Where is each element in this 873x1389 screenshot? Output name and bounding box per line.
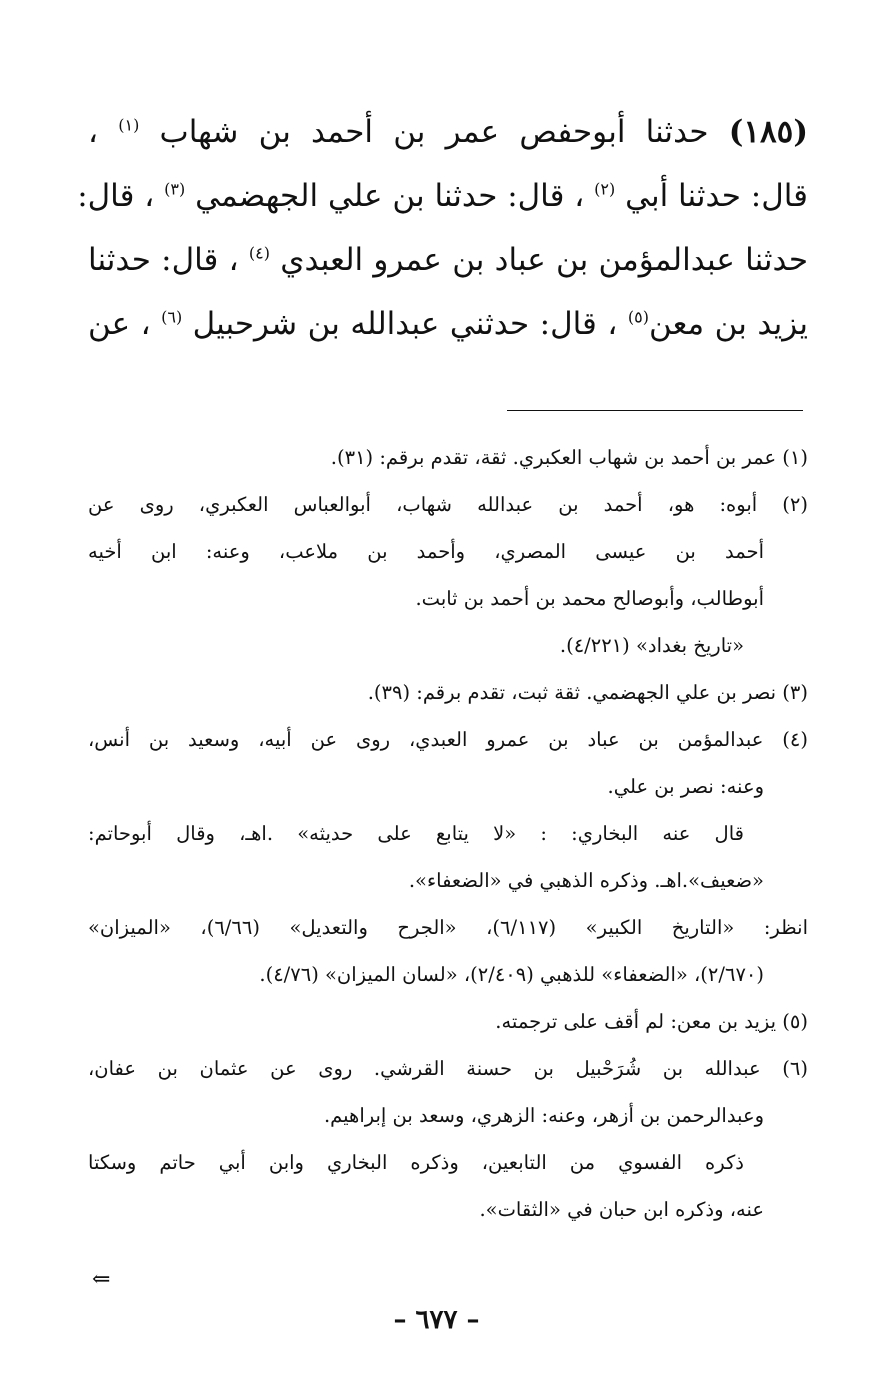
footnote-separator [507, 410, 803, 411]
footnote-ref: (٥) [627, 307, 649, 327]
footnote-line: (٣) نصر بن علي الجهضمي. ثقة ثبت، تقدم برقم: (٣٩). [367, 681, 808, 704]
footnotes [88, 434, 808, 1233]
footnote-ref: (٣) [164, 179, 186, 199]
footnote-ref: (٢) [594, 179, 616, 199]
footnote-line: وعبدالرحمن بن أزهر، وعنه: الزهري، وسعد بن إبراهيم. [323, 1104, 764, 1127]
footnote-line: (٤) عبدالمؤمن بن عباد بن عمرو العبدي، روى عن أبيه، وسعيد بن أنس، [88, 728, 808, 751]
continuation-arrow-icon: ⇐ [92, 1267, 111, 1292]
footnote-line: انظر: «التاريخ الكبير» (٦/١١٧)، «الجرح والتعديل» (٦/٦٦)، «الميزان» [88, 916, 808, 939]
footnote-line: وعنه: نصر بن علي. [607, 775, 764, 798]
footnote-line: (١) عمر بن أحمد بن شهاب العكبري. ثقة، تقدم برقم: (٣١). [330, 446, 808, 469]
hadith-line-3: حدثنا عبدالمؤمن بن عباد بن عمرو العبدي $^{(٤)}$ ، قال: حدثنا [88, 242, 808, 278]
footnote-line: (٥) يزيد بن معن: لم أقف على ترجمته. [495, 1010, 808, 1033]
footnote-line: أبوطالب، وأبوصالح محمد بن أحمد بن ثابت. [415, 587, 764, 610]
footnote-line: قال عنه البخاري: : «لا يتابع على حديثه» .اهـ، وقال أبوحاتم: [88, 822, 744, 845]
footnote-line: عنه، وذكره ابن حبان في «الثقات». [479, 1198, 764, 1221]
footnote-ref: (٦) [161, 307, 183, 327]
footnote-line: أحمد بن عيسى المصري، وأحمد بن ملاعب، وعنه: ابن أخيه [88, 540, 764, 563]
hadith-line-4: يزيد بن معن$^{(٥)}$ ، قال: حدثني عبدالله بن شرحبيل $^{(٦)}$ ، عن [88, 306, 808, 342]
footnote-line: «تاريخ بغداد» (٤/٢٢١). [559, 634, 744, 657]
footnote-line: (٢) أبوه: هو، أحمد بن عبدالله شهاب، أبوالعباس العكبري، روى عن [88, 493, 808, 516]
footnote-line: (٦) عبدالله بن شُرَحْبيل بن حسنة القرشي. روى عن عثمان بن عفان، [88, 1057, 808, 1080]
footnote-line: «ضعيف».اهـ. وذكره الذهبي في «الضعفاء». [408, 869, 764, 892]
hadith-line-1: (١٨٥) حدثنا أبوحفص عمر بن أحمد بن شهاب $^{(١)}$ ، [88, 114, 808, 150]
footnote-line: ذكره الفسوي من التابعين، وذكره البخاري وابن أبي حاتم وسكتا [88, 1151, 744, 1174]
footnote-ref: (٤) [248, 243, 270, 263]
hadith-line-2: قال: حدثنا أبي $^{(٢)}$ ، قال: حدثنا بن علي الجهضمي $^{(٣)}$ ، قال: [77, 178, 808, 214]
hadith-text [77, 100, 808, 356]
footnote-ref: (١) [118, 115, 140, 135]
footnote-line: (٢/٦٧٠)، «الضعفاء» للذهبي (٢/٤٠٩)، «لسان الميزان» (٤/٧٦). [259, 963, 764, 986]
hadith-number: (١٨٥) [728, 114, 808, 150]
page-number: – ٦٧٧ – [393, 1305, 480, 1335]
